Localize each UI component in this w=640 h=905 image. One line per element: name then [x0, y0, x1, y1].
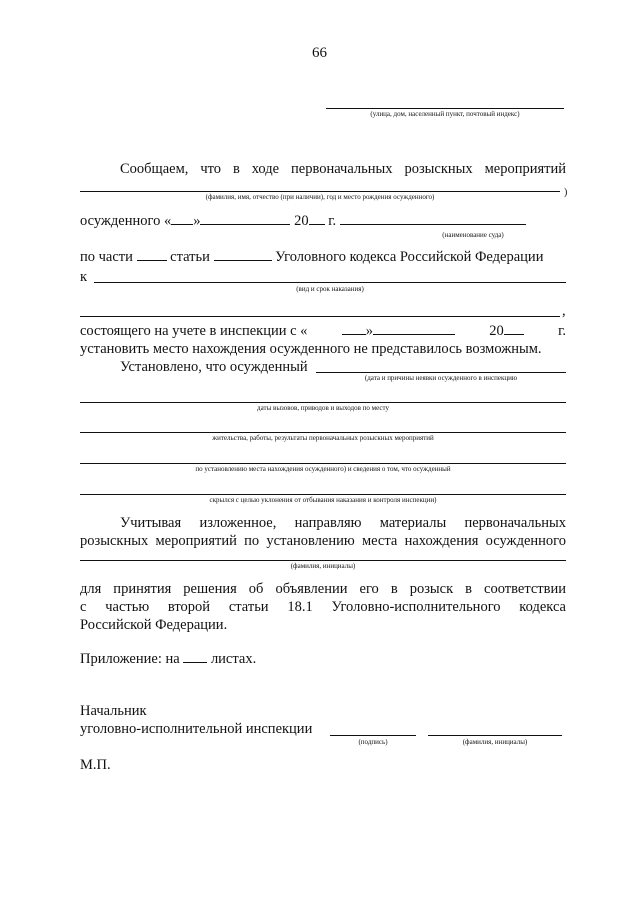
- paragraph-3-line-1: для принятия решения об объявлении его в розыск в соответствии: [80, 581, 566, 597]
- calls-line: [80, 402, 566, 403]
- court-caption: (наименование суда): [442, 231, 504, 239]
- paragraph-3-line-3: Российской Федерации.: [80, 617, 228, 633]
- fio-line: [80, 191, 560, 192]
- signature-line: [330, 735, 416, 736]
- paragraph-1-line-1: Сообщаем, что в ходе первоначальных розыскных мероприятий: [120, 161, 566, 177]
- location-caption: по установлению места нахождения осужденного) и сведения о том, что осужденный: [195, 465, 451, 473]
- calls-caption: даты вызовов, приводов и выходов по месту: [257, 404, 389, 412]
- residence-caption: жительства, работы, результаты первоначальных розыскных мероприятий: [212, 434, 434, 442]
- absence-line: [316, 372, 566, 373]
- article-line: по части статьи Уголовного кодекса Российской Федерации: [80, 249, 544, 265]
- inspection-label: уголовно-исполнительной инспекции: [80, 721, 313, 737]
- absence-caption: (дата и причины неявки осужденного в инспекцию: [364, 374, 518, 382]
- address-caption: (улица, дом, населенный пункт, почтовый индекс): [370, 110, 520, 118]
- hid-line: [80, 494, 566, 495]
- blank-line: [80, 316, 560, 317]
- paragraph-2-line-1: Учитывая изложенное, направляю материалы первоначальных: [120, 515, 566, 531]
- not-possible-text: установить место нахождения осужденного не представилось возможным.: [80, 341, 542, 357]
- page-number: 66: [312, 45, 327, 61]
- name-line: [428, 735, 562, 736]
- to-label: к: [80, 269, 88, 285]
- sentence-caption: (вид и срок наказания): [296, 285, 364, 293]
- residence-line: [80, 432, 566, 433]
- registered-line: состоящего на учете в инспекции с « » 20 г.: [80, 323, 566, 339]
- initials-line: [80, 560, 566, 561]
- sentence-line: [94, 282, 566, 283]
- signature-caption: (подпись): [358, 738, 388, 746]
- fio-caption: (фамилия, имя, отчество (при наличии), год и место рождения осужденного): [205, 193, 435, 201]
- paragraph-3-line-2: с частью второй статьи 18.1 Уголовно-исполнительного кодекса: [80, 599, 566, 615]
- initials-caption: (фамилия, инициалы): [290, 562, 356, 570]
- comma: ,: [562, 303, 566, 319]
- paragraph-2-line-2: розыскных мероприятий по установлению места нахождения осужденного: [80, 533, 566, 549]
- closing-paren: ): [564, 187, 568, 198]
- name-caption: (фамилия, инициалы): [462, 738, 528, 746]
- hid-caption: скрылся с целью уклонения от отбывания наказания и контроля инспекции): [209, 496, 437, 504]
- chief-label: Начальник: [80, 703, 147, 719]
- stamp-label: М.П.: [80, 757, 111, 773]
- address-line: [326, 108, 564, 109]
- location-line: [80, 463, 566, 464]
- attachment-line: Приложение: на листах.: [80, 651, 257, 667]
- established-text: Установлено, что осужденный: [120, 359, 308, 375]
- convicted-line: осужденного « » 20 г.: [80, 212, 526, 230]
